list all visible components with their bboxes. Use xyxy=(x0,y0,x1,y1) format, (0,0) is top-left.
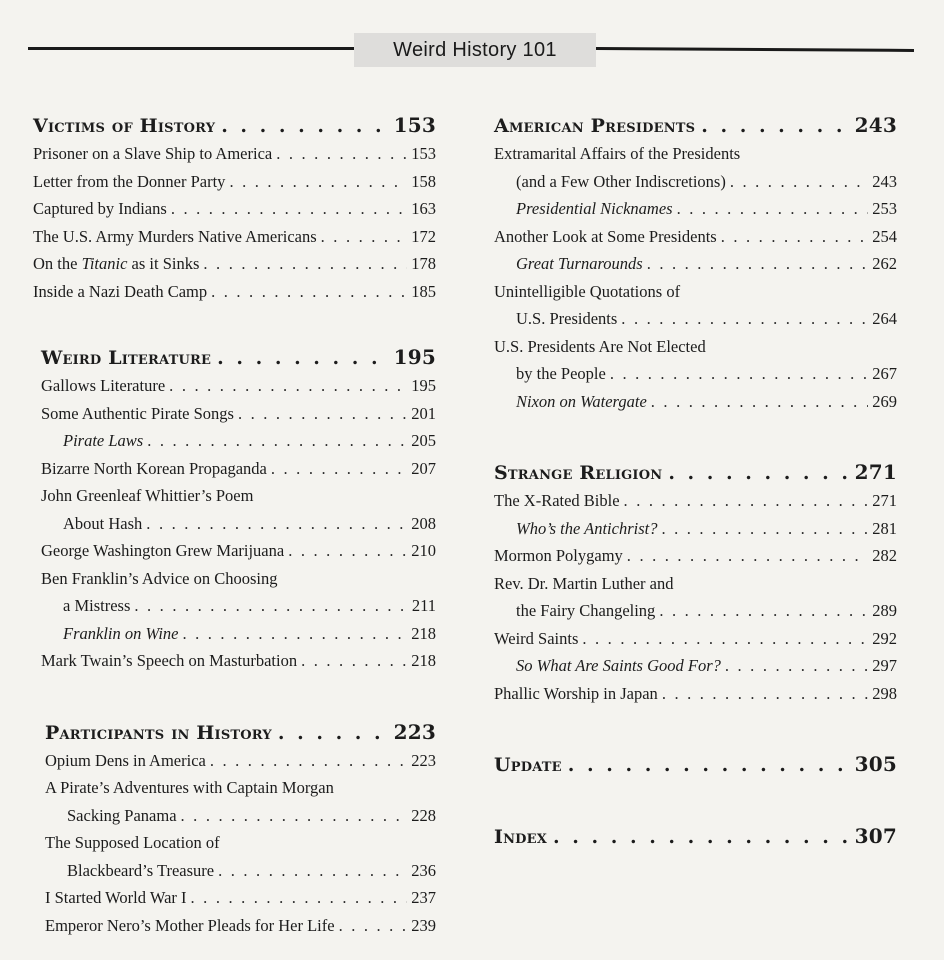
section-title: Index xyxy=(494,826,548,848)
header-rule-left xyxy=(28,47,354,50)
section-page: 305 xyxy=(854,752,897,776)
entry-title-line: Extramarital Affairs of the Presidents xyxy=(494,144,741,163)
dot-leader xyxy=(582,625,868,653)
dot-leader xyxy=(647,250,869,278)
entry-title-continued: a Mistress xyxy=(63,596,131,615)
entry-page: 289 xyxy=(872,601,897,620)
entry-page: 239 xyxy=(411,915,436,935)
entry-title: Some Authentic Pirate Songs xyxy=(41,403,234,423)
entry-title: Letter from the Donner Party xyxy=(33,171,226,191)
dot-leader xyxy=(134,592,407,620)
toc-entry xyxy=(494,305,897,333)
entry-title: The X-Rated Bible xyxy=(494,491,620,510)
entry-page: 253 xyxy=(872,199,897,218)
entry-page: 205 xyxy=(411,431,436,450)
dot-leader xyxy=(725,652,868,680)
toc-entry xyxy=(41,400,436,428)
entry-page: 178 xyxy=(411,254,436,273)
toc-entry xyxy=(41,427,436,455)
section-american-presidents xyxy=(494,110,897,415)
dot-leader xyxy=(621,305,868,333)
entry-title: Great Turnarounds xyxy=(516,254,643,273)
dot-leader xyxy=(624,487,869,515)
section-heading xyxy=(41,342,436,372)
entry-page: 269 xyxy=(872,391,897,411)
entry-title: Emperor Nero’s Mother Pleads for Her Life xyxy=(45,915,335,935)
dot-leader xyxy=(217,343,387,373)
running-header-title: Weird History 101 xyxy=(354,33,596,67)
entry-page: 264 xyxy=(872,309,897,328)
dot-leader xyxy=(229,168,407,196)
entry-title: Another Look at Some Presidents xyxy=(494,226,717,246)
entry-title-continued: Sacking Panama xyxy=(67,805,177,825)
toc-entry xyxy=(45,747,436,775)
toc-entry xyxy=(494,680,897,708)
section-page: 223 xyxy=(393,719,436,744)
entry-title: Franklin on Wine xyxy=(63,623,179,643)
entry-page: 281 xyxy=(872,518,897,538)
section-strange-religion xyxy=(494,457,897,707)
entry-title: George Washington Grew Marijuana xyxy=(41,541,285,560)
dot-leader xyxy=(218,857,407,885)
dot-leader xyxy=(203,250,407,278)
entry-page: 298 xyxy=(872,683,897,703)
entry-page: 153 xyxy=(411,144,436,163)
entry-title: Pirate Laws xyxy=(63,431,144,450)
section-page: 271 xyxy=(854,460,897,484)
dot-leader xyxy=(627,542,868,570)
toc-entry xyxy=(45,912,436,940)
section-page: 243 xyxy=(854,113,897,137)
dot-leader xyxy=(221,111,387,141)
toc-entry xyxy=(494,223,897,251)
entry-title-continued: About Hash xyxy=(63,513,143,533)
dot-leader xyxy=(701,111,848,141)
toc-entry xyxy=(41,647,436,675)
section-page: 307 xyxy=(854,824,897,848)
dot-leader xyxy=(288,537,407,565)
dot-leader xyxy=(182,620,407,648)
dot-leader xyxy=(659,597,868,625)
toc-entry xyxy=(33,168,436,196)
entry-title: Presidential Nicknames xyxy=(516,199,673,218)
entry-title: Prisoner on a Slave Ship to America xyxy=(33,144,273,163)
dot-leader xyxy=(339,912,408,940)
section-victims-of-history xyxy=(33,110,436,305)
dot-leader xyxy=(661,515,868,543)
entry-page: 262 xyxy=(872,254,897,273)
entry-title-part: On the xyxy=(33,254,82,273)
entry-title-line: U.S. Presidents Are Not Elected xyxy=(494,336,706,356)
section-gap xyxy=(33,305,436,342)
toc-entry xyxy=(41,455,436,483)
section-heading xyxy=(494,749,897,779)
dot-leader xyxy=(238,400,407,428)
section-heading xyxy=(45,717,436,747)
header-rule-right xyxy=(596,47,914,52)
toc-entry xyxy=(33,278,436,306)
dot-leader xyxy=(553,822,849,852)
toc-right-column xyxy=(494,110,897,851)
dot-leader xyxy=(169,372,407,400)
entry-page: 201 xyxy=(411,403,436,423)
entry-page: 228 xyxy=(411,805,436,825)
toc-entry xyxy=(41,592,436,620)
entry-page: 218 xyxy=(411,651,436,670)
toc-entry xyxy=(41,372,436,400)
entry-title-continued: (and a Few Other Indiscretions) xyxy=(516,171,726,191)
entry-page: 292 xyxy=(872,628,897,648)
entry-title: Mark Twain’s Speech on Masturbation xyxy=(41,651,298,670)
section-heading xyxy=(494,821,897,851)
entry-title: Phallic Worship in Japan xyxy=(494,683,658,703)
toc-left-column xyxy=(33,110,436,939)
section-update xyxy=(494,749,897,779)
section-gap xyxy=(494,779,897,821)
entry-title: Captured by Indians xyxy=(33,199,167,218)
dot-leader xyxy=(181,802,408,830)
section-title: Participants in History xyxy=(45,721,272,744)
entry-title-continued: Blackbeard’s Treasure xyxy=(67,860,215,880)
toc-entry xyxy=(494,360,897,388)
entry-title-line: A Pirate’s Adventures with Captain Morgan xyxy=(45,778,334,797)
entry-page: 210 xyxy=(411,541,436,560)
section-index xyxy=(494,821,897,851)
section-heading xyxy=(33,110,436,140)
entry-page: 158 xyxy=(411,171,436,191)
entry-page: 163 xyxy=(411,199,436,218)
section-weird-literature xyxy=(33,342,436,675)
toc-entry xyxy=(494,597,897,625)
section-gap xyxy=(494,415,897,457)
section-participants-in-history xyxy=(33,717,436,940)
dot-leader xyxy=(147,427,407,455)
entry-title xyxy=(33,250,199,278)
entry-page: 195 xyxy=(411,376,436,395)
entry-title-line: Unintelligible Quotations of xyxy=(494,281,681,301)
dot-leader xyxy=(278,718,388,748)
entry-title-continued: U.S. Presidents xyxy=(516,309,618,328)
toc-entry xyxy=(494,487,897,515)
dot-leader xyxy=(191,884,408,912)
entry-page: 254 xyxy=(872,226,897,246)
entry-title: So What Are Saints Good For? xyxy=(516,656,721,675)
dot-leader xyxy=(271,455,407,483)
dot-leader xyxy=(730,168,868,196)
dot-leader xyxy=(721,223,869,251)
entry-title: Gallows Literature xyxy=(41,376,166,395)
entry-title: Nixon on Watergate xyxy=(516,391,647,411)
section-heading xyxy=(494,110,897,140)
dot-leader xyxy=(301,647,407,675)
entry-title: The U.S. Army Murders Native Americans xyxy=(33,226,317,246)
entry-title-continued: the Fairy Changeling xyxy=(516,601,656,620)
entry-page: 185 xyxy=(411,281,436,301)
toc-entry xyxy=(33,223,436,251)
toc-entry xyxy=(494,542,897,570)
section-gap xyxy=(33,675,436,717)
dot-leader xyxy=(321,223,408,251)
toc-entry xyxy=(494,250,897,278)
entry-page: 172 xyxy=(411,226,436,246)
dot-leader xyxy=(211,278,407,306)
toc-entry xyxy=(494,168,897,196)
toc-entry xyxy=(494,652,897,680)
entry-page: 271 xyxy=(872,491,897,510)
dot-leader xyxy=(171,195,407,223)
entry-page: 267 xyxy=(872,364,897,383)
toc-entry xyxy=(41,537,436,565)
dot-leader xyxy=(662,680,868,708)
entry-page: 223 xyxy=(411,750,436,770)
toc-entry xyxy=(33,250,436,278)
entry-title-italic: Titanic xyxy=(81,254,128,273)
toc-entry xyxy=(33,140,436,168)
entry-title: Weird Saints xyxy=(494,628,579,648)
section-page: 195 xyxy=(393,345,436,369)
dot-leader xyxy=(276,140,407,168)
section-title: Strange Religion xyxy=(494,462,663,484)
entry-title-continued: by the People xyxy=(516,364,606,383)
entry-page: 208 xyxy=(411,513,436,533)
toc-entry xyxy=(41,510,436,538)
toc-entry xyxy=(45,857,436,885)
dot-leader xyxy=(677,195,869,223)
entry-title-line: Ben Franklin’s Advice on Choosing xyxy=(41,568,278,588)
section-page: 153 xyxy=(393,113,436,137)
dot-leader xyxy=(210,747,407,775)
entry-page: 282 xyxy=(872,546,897,565)
toc-entry xyxy=(33,195,436,223)
section-title: Weird Literature xyxy=(41,347,212,369)
entry-title: Bizarre North Korean Propaganda xyxy=(41,458,267,478)
toc-entry xyxy=(494,388,897,416)
entry-page: 297 xyxy=(872,656,897,675)
dot-leader xyxy=(668,458,848,488)
dot-leader xyxy=(568,750,849,780)
section-title: American Presidents xyxy=(494,115,696,137)
entry-title: Inside a Nazi Death Camp xyxy=(33,281,208,301)
toc-entry xyxy=(45,884,436,912)
entry-title-line: John Greenleaf Whittier’s Poem xyxy=(41,486,254,505)
entry-title: I Started World War I xyxy=(45,888,187,907)
entry-page: 211 xyxy=(411,596,436,615)
dot-leader xyxy=(146,510,407,538)
section-title: Victims of History xyxy=(33,115,216,137)
entry-page: 207 xyxy=(411,458,436,478)
section-title: Update xyxy=(494,754,562,776)
entry-title: Mormon Polygamy xyxy=(494,546,623,565)
dot-leader xyxy=(610,360,868,388)
entry-page: 237 xyxy=(411,888,436,907)
entry-title: Opium Dens in America xyxy=(45,750,206,770)
entry-page: 218 xyxy=(411,623,436,643)
entry-title-line: Rev. Dr. Martin Luther and xyxy=(494,573,674,593)
entry-page: 236 xyxy=(411,860,436,880)
toc-entry xyxy=(494,515,897,543)
toc-entry xyxy=(41,620,436,648)
toc-entry xyxy=(494,625,897,653)
entry-title: Who’s the Antichrist? xyxy=(516,518,658,538)
entry-title-part: as it Sinks xyxy=(127,254,200,273)
entry-page: 243 xyxy=(872,171,897,191)
toc-entry xyxy=(494,195,897,223)
toc-entry xyxy=(45,802,436,830)
section-gap xyxy=(494,707,897,749)
section-heading xyxy=(494,457,897,487)
entry-title-line: The Supposed Location of xyxy=(45,833,220,852)
dot-leader xyxy=(651,388,868,416)
